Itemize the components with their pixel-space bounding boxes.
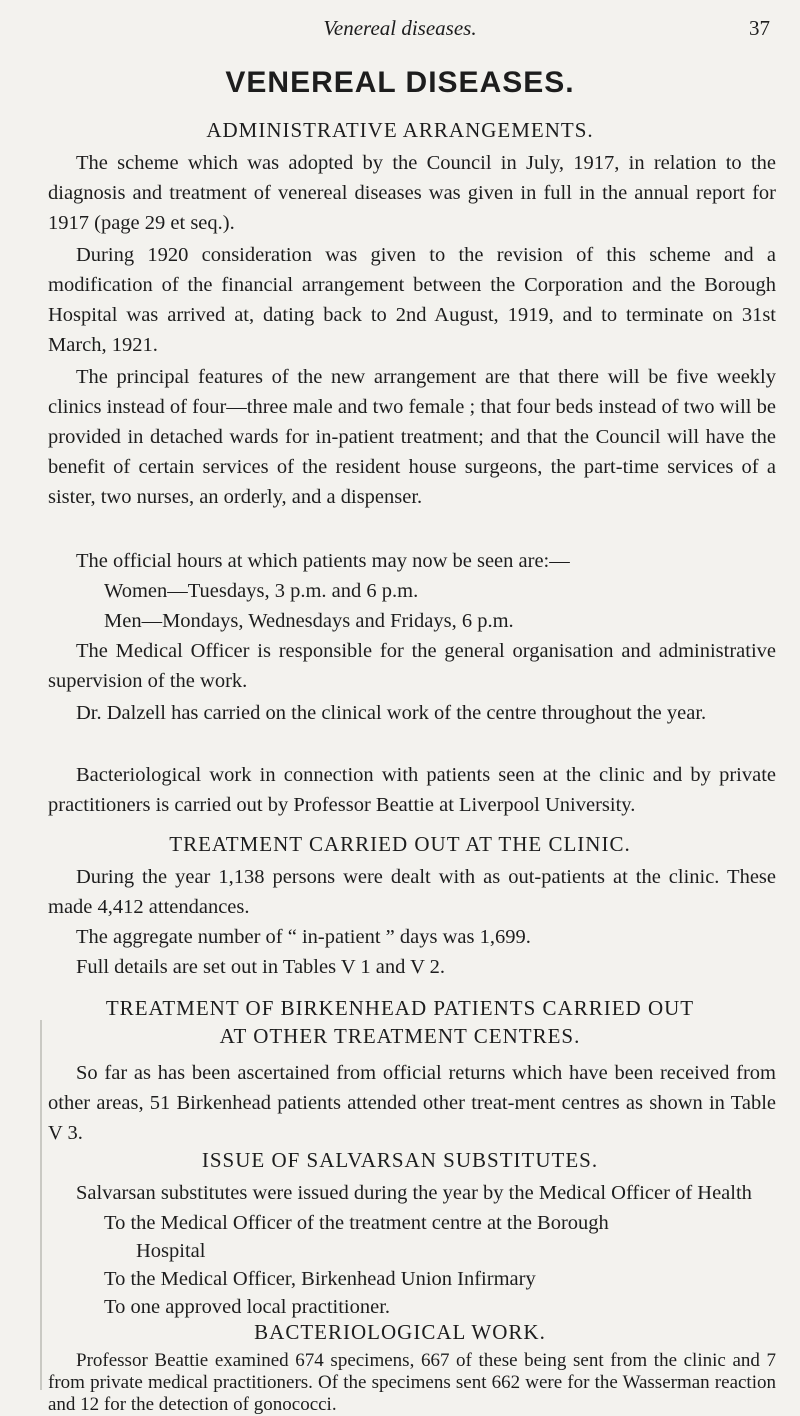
paragraph: Salvarsan substitutes were issued during the year by the Medical Officer of Health — [76, 1182, 752, 1204]
issue-item: To the Medical Officer, Birkenhead Union Infirmary — [104, 1268, 536, 1290]
page-number: 37 — [749, 16, 770, 40]
issue-item-continued: Hospital — [136, 1240, 206, 1262]
heading-bacteriological-work: BACTERIOLOGICAL WORK. — [254, 1320, 546, 1344]
running-head-title: Venereal diseases. — [323, 16, 477, 40]
paragraph: During 1920 consideration was given to the revision of this scheme and a modification of the financial arrangement between the Corporation and the Borough Hospital was arrived at, dating back to 2nd August, 1919, and to terminate on 31st March, 1921. — [48, 244, 776, 356]
paragraph: Professor Beattie examined 674 specimens, 667 of these being sent from the clinic and 7 from private medical practitioners. Of the specimens sent 662 were for the Wasserman reaction and 12 for the detection of gonococci. — [48, 1350, 776, 1415]
hours-men: Men—Mondays, Wednesdays and Fridays, 6 p.m. — [104, 610, 514, 632]
issue-item: To one approved local practitioner. — [104, 1296, 391, 1318]
heading-administrative-arrangements: ADMINISTRATIVE ARRANGEMENTS. — [206, 118, 594, 142]
paragraph: So far as has been ascertained from official returns which have been received from other areas, 51 Birkenhead patients attended other treat-ment centres as shown in Table V 3. — [48, 1062, 776, 1144]
paragraph: Dr. Dalzell has carried on the clinical work of the centre throughout the year. — [76, 702, 707, 724]
heading-salvarsan: ISSUE OF SALVARSAN SUBSTITUTES. — [201, 1148, 599, 1172]
paragraph: Full details are set out in Tables V 1 and V 2. — [76, 956, 446, 978]
paragraph: The Medical Officer is responsible for the general organisation and administrative supervision of the work. — [48, 640, 776, 692]
paragraph: The principal features of the new arrangement are that there will be five weekly clinics instead of four—three male and two female ; that four beds instead of two will be provided in detached wards for in-patient treatment; and that the Council will have the benefit of certain services of the resident house surgeons, the part-time services of a sister, two nurses, an orderly, and a dispenser. — [48, 366, 776, 508]
heading-treatment-at-clinic: TREATMENT CARRIED OUT AT THE CLINIC. — [169, 832, 631, 856]
paragraph: The aggregate number of “ in-patient ” days was 1,699. — [76, 926, 531, 948]
running-head — [0, 12, 800, 46]
heading-other-centres-line1: TREATMENT OF BIRKENHEAD PATIENTS CARRIED OUT — [105, 996, 695, 1020]
paragraph: Bacteriological work in connection with patients seen at the clinic and by private practitioners is carried out by Professor Beattie at Liverpool University. — [48, 764, 776, 816]
paragraph: The official hours at which patients may now be seen are:— — [76, 550, 570, 572]
paragraph: The scheme which was adopted by the Council in July, 1917, in relation to the diagnosis and treatment of venereal diseases was given in full in the annual report for 1917 (page 29 et seq.). — [48, 152, 776, 234]
page-title: VENEREAL DISEASES. — [225, 66, 575, 99]
issue-item: To the Medical Officer of the treatment centre at the Borough — [104, 1212, 609, 1234]
hours-women: Women—Tuesdays, 3 p.m. and 6 p.m. — [104, 580, 419, 602]
paragraph: During the year 1,138 persons were dealt with as out-patients at the clinic. These made 4,412 attendances. — [48, 866, 776, 918]
heading-other-centres-line2: AT OTHER TREATMENT CENTRES. — [219, 1024, 581, 1048]
